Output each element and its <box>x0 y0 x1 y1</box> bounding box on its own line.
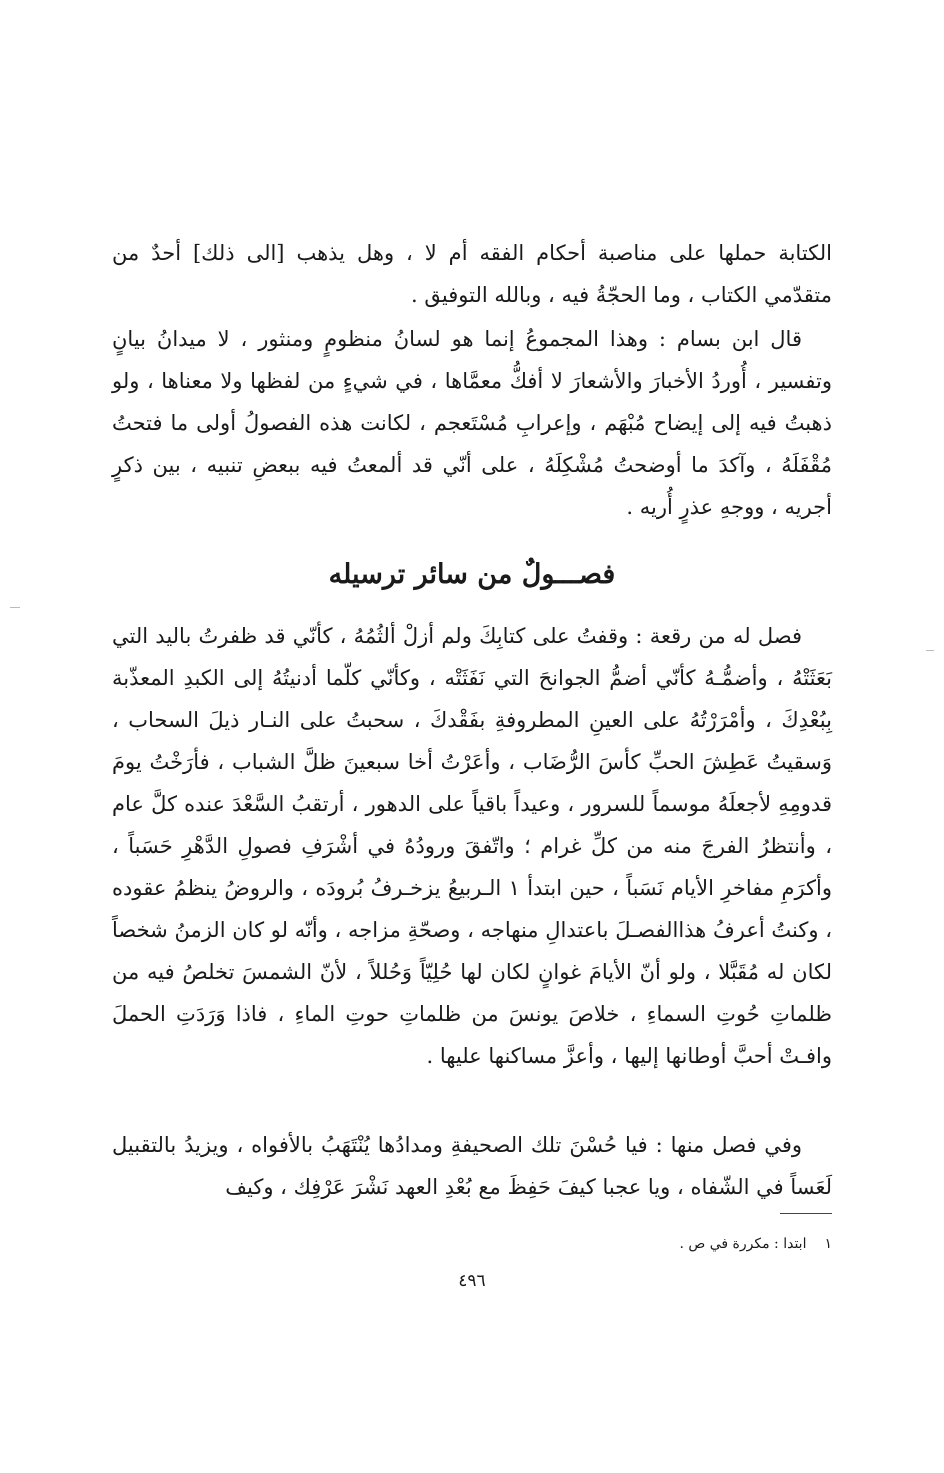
text-block-opening <box>112 232 832 316</box>
footnote-number: ١ <box>824 1236 832 1252</box>
paragraph-ibn-bassam: قال ابن بسام : وهذا المجموعُ إنما هو لسانُ منظومٍ ومنثور ، لا ميدانُ بيانٍ وتفسير ، أُوردُ الأخبارَ والأشعارَ لا أفكُّ معمَّاها ، في شيءٍ من لفظها ولا معناها ، ولو ذهبتُ فيه إلى إيضاح مُبْهَم ، وإعرابِ مُسْتَعجم ، لكانت هذه الفصولُ أولى ما فتحتُ مُقْفَلَهُ ، وآكدَ ما أوضحتُ مُشْكِلَهُ ، على أنّي قد ألمعتُ فيه ببعضِ تنبيه ، بين ذكرٍ أجريه ، ووجهِ عذرٍ أُريه . <box>112 327 832 519</box>
paragraph-ruqa: فصل له من رقعة : وقفتُ على كتابِكَ ولم أزلْ ألثُمُهُ ، كأنّي قد ظفرتُ باليد التي بَعَثَتْهُ ، وأضمُّـهُ كأنّي أضمُّ الجوانحَ التي نَفَثَتْه ، وكأنّي كلّما أدنيتُهُ إلى الكبدِ المعذّبة بِبُعْدِكَ ، وأمْرَرْتُهُ على العينِ المطروفةِ بفَقْدكَ ، سحبتُ على النـار ذيلَ السحاب ، وَسقيتُ عَطِشَ الحبِّ كأسَ الرُّضَاب ، وأعَرْتُ أخا سبعينَ ظلَّ الشباب ، فأرَخْتُ يومَ قدومِهِ لأجعلَهُ موسماً للسرور ، وعيداً باقياً على الدهور ، أرتقبُ السَّعْدَ عنده كلَّ عام ، وأنتظرُ الفرجَ منه من كلِّ غرام ؛ واتّفقَ ورودُهُ في أشْرَفِ فصولِ الدَّهْرِ حَسَباً ، وأكرَمِ مفاخرِ الأيام نَسَباً ، حين ابتدأ ١ الـربيعُ يزخـرفُ بُرودَه ، والروضُ ينظمُ عقوده ، وكنتُ أعرفُ هذاالفصـلَ باعتدالِ منهاجه ، وصحّةِ مزاجه ، وأنّه لو كان الزمنُ شخصاً لكان له مُقَبَّلا ، ولو أنّ الأيامَ غوانٍ لكان لها حُلِيّاً وَحُللاً ، لأنّ الشمسَ تخلصُ فيه من ظلماتِ حُوتِ السماءِ ، خلاصَ يونسَ من ظلماتِ حوتِ الماءِ ، فاذا وَرَدَتِ الحملَ وافـتْ أحبَّ أوطانها إليها ، وأعزَّ مساكنها عليها . <box>112 624 832 1068</box>
scan-margin-mark <box>926 650 934 651</box>
paragraph-opening: الكتابة حملها على مناصبة أحكام الفقه أم لا ، وهل يذهب [الى ذلك] أحدٌ من متقدّمي الكتاب ، وما الحجّةُ فيه ، وبالله التوفيق . <box>112 241 832 307</box>
footnote-separator <box>780 1213 832 1214</box>
paragraph-fasl: وفي فصل منها : فيا حُسْنَ تلك الصحيفةِ ومدادُها يُنْتَهَبُ بالأفواه ، ويزيدُ بالتقبيل لَعَساً في الشّفاه ، ويا عجبا كيفَ حَفِظَ مع بُعْدِ العهد نَشْرَ عَرْفِك ، وكيف <box>112 1133 832 1199</box>
text-block-ibn-bassam <box>112 318 832 528</box>
text-block-fasl <box>112 1124 832 1208</box>
section-heading: فصـــولٌ من سائر ترسيله <box>328 559 616 590</box>
page-number: ٤٩٦ <box>458 1271 486 1291</box>
footnote <box>112 1232 832 1256</box>
text-block-ruqa <box>112 615 832 1077</box>
footnote-text: ابتدا : مكررة في ص . <box>679 1236 807 1252</box>
scan-margin-mark <box>10 607 20 608</box>
